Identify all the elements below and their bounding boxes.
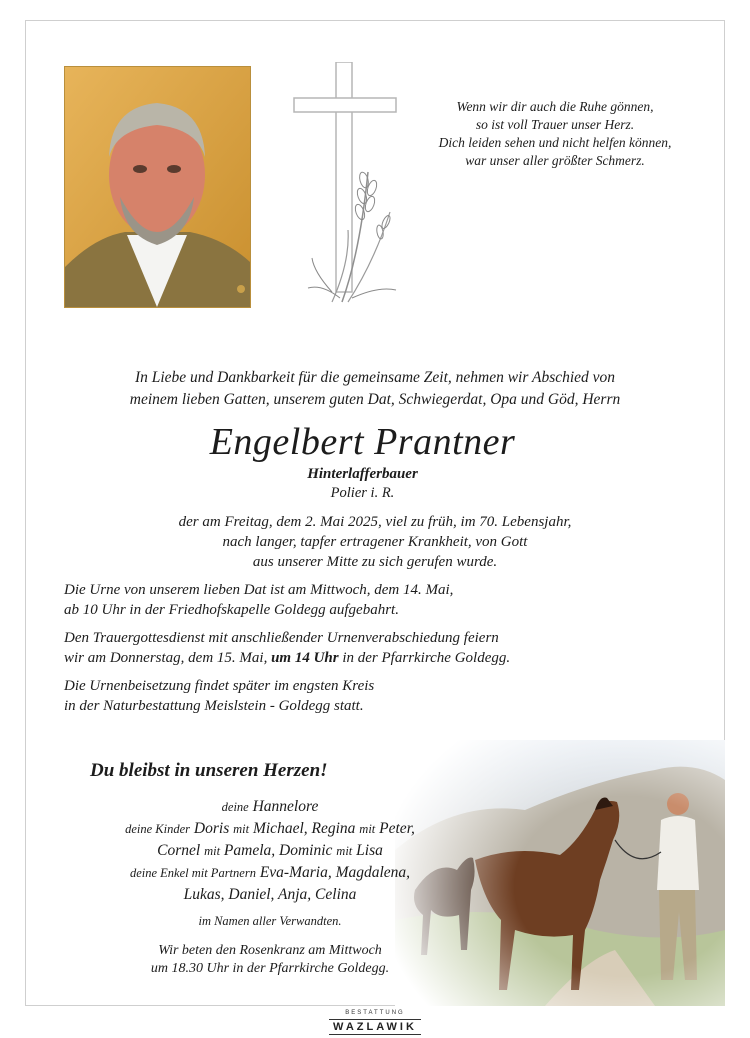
family-children-2	[60, 840, 480, 862]
burial-line: in der Naturbestattung Meislstein - Goldegg statt.	[64, 698, 364, 714]
service-place: in der Pfarrkirche Goldegg.	[338, 650, 511, 666]
service-line	[64, 648, 704, 668]
grandchildren-prefix: deine Enkel mit Partnern	[129, 866, 256, 880]
mit-word: mit	[233, 822, 250, 836]
poem-line: so ist voll Trauer unser Herz.	[475, 117, 635, 132]
rosary-line: um 18.30 Uhr in der Pfarrkirche Goldegg.	[150, 961, 390, 976]
family-list	[60, 796, 480, 932]
partner-name: Pamela,	[223, 842, 276, 859]
wife-prefix: deine	[221, 800, 249, 814]
service-time: um 14 Uhr	[271, 650, 339, 666]
urn-display-text	[64, 580, 704, 620]
burial-line: Die Urnenbeisetzung findet später im engsten Kreis	[64, 678, 375, 694]
child-name: Regina	[311, 820, 356, 837]
family-relatives: im Namen aller Verwandten.	[198, 914, 342, 928]
mit-word: mit	[336, 844, 353, 858]
wife-name: Hannelore	[252, 798, 319, 815]
cross-icon	[292, 62, 412, 312]
partner-name: Lisa	[356, 842, 383, 859]
mit-word: mit	[359, 822, 376, 836]
children-prefix: deine Kinder	[125, 822, 191, 836]
death-notice	[100, 512, 650, 572]
farm-name: Hinterlafferbauer	[307, 466, 418, 482]
family-wife	[60, 796, 480, 818]
service-text	[64, 628, 704, 668]
grandchildren-names: Eva-Maria, Magdalena,	[259, 864, 411, 881]
death-line: der am Freitag, dem 2. Mai 2025, viel zu früh, im 70. Lebensjahr,	[178, 514, 572, 530]
funeral-home-logo	[310, 1010, 440, 1035]
service-date: wir am Donnerstag, dem 15. Mai,	[64, 650, 272, 666]
death-line: aus unserer Mitte zu sich gerufen wurde.	[252, 554, 498, 570]
deceased-name: Engelbert Prantner	[209, 421, 516, 463]
partner-name: Peter,	[379, 820, 415, 837]
poem	[420, 98, 690, 170]
poem-line: war unser aller größter Schmerz.	[465, 153, 645, 168]
logo-top: BESTATTUNG	[345, 1010, 405, 1016]
child-name: Cornel	[157, 842, 201, 859]
child-name: Dominic	[279, 842, 333, 859]
urn-line: ab 10 Uhr in der Friedhofskapelle Goldegg aufgebahrt.	[64, 602, 399, 618]
rosary-line: Wir beten den Rosenkranz am Mittwoch	[158, 943, 382, 958]
portrait-photo	[64, 66, 251, 308]
closing-heading: Du bleibst in unseren Herzen!	[90, 760, 328, 781]
poem-line: Wenn wir dir auch die Ruhe gönnen,	[456, 99, 654, 114]
service-line: Den Trauergottesdienst mit anschließender Urnenverabschiedung feiern	[64, 630, 499, 646]
poem-line: Dich leiden sehen und nicht helfen können,	[438, 135, 672, 150]
intro-line: meinem lieben Gatten, unserem guten Dat, Schwiegerdat, Opa und Göd, Herrn	[129, 391, 621, 408]
family-children-1	[60, 818, 480, 840]
partner-name: Michael,	[252, 820, 308, 837]
child-name: Doris	[193, 820, 230, 837]
occupation: Polier i. R.	[330, 485, 395, 501]
death-line: nach langer, tapfer ertragener Krankheit, von Gott	[222, 534, 528, 550]
urn-line: Die Urne von unserem lieben Dat ist am Mittwoch, dem 14. Mai,	[64, 582, 454, 598]
mit-word: mit	[204, 844, 221, 858]
intro-text	[40, 367, 710, 411]
family-grandchildren-2: Lukas, Daniel, Anja, Celina	[183, 886, 357, 903]
rosary-text	[60, 942, 480, 978]
burial-text	[64, 676, 704, 716]
intro-line: In Liebe und Dankbarkeit für die gemeinsame Zeit, nehmen wir Abschied von	[134, 369, 616, 386]
family-grandchildren-1	[60, 862, 480, 884]
logo-name: WAZLAWIK	[329, 1019, 421, 1035]
